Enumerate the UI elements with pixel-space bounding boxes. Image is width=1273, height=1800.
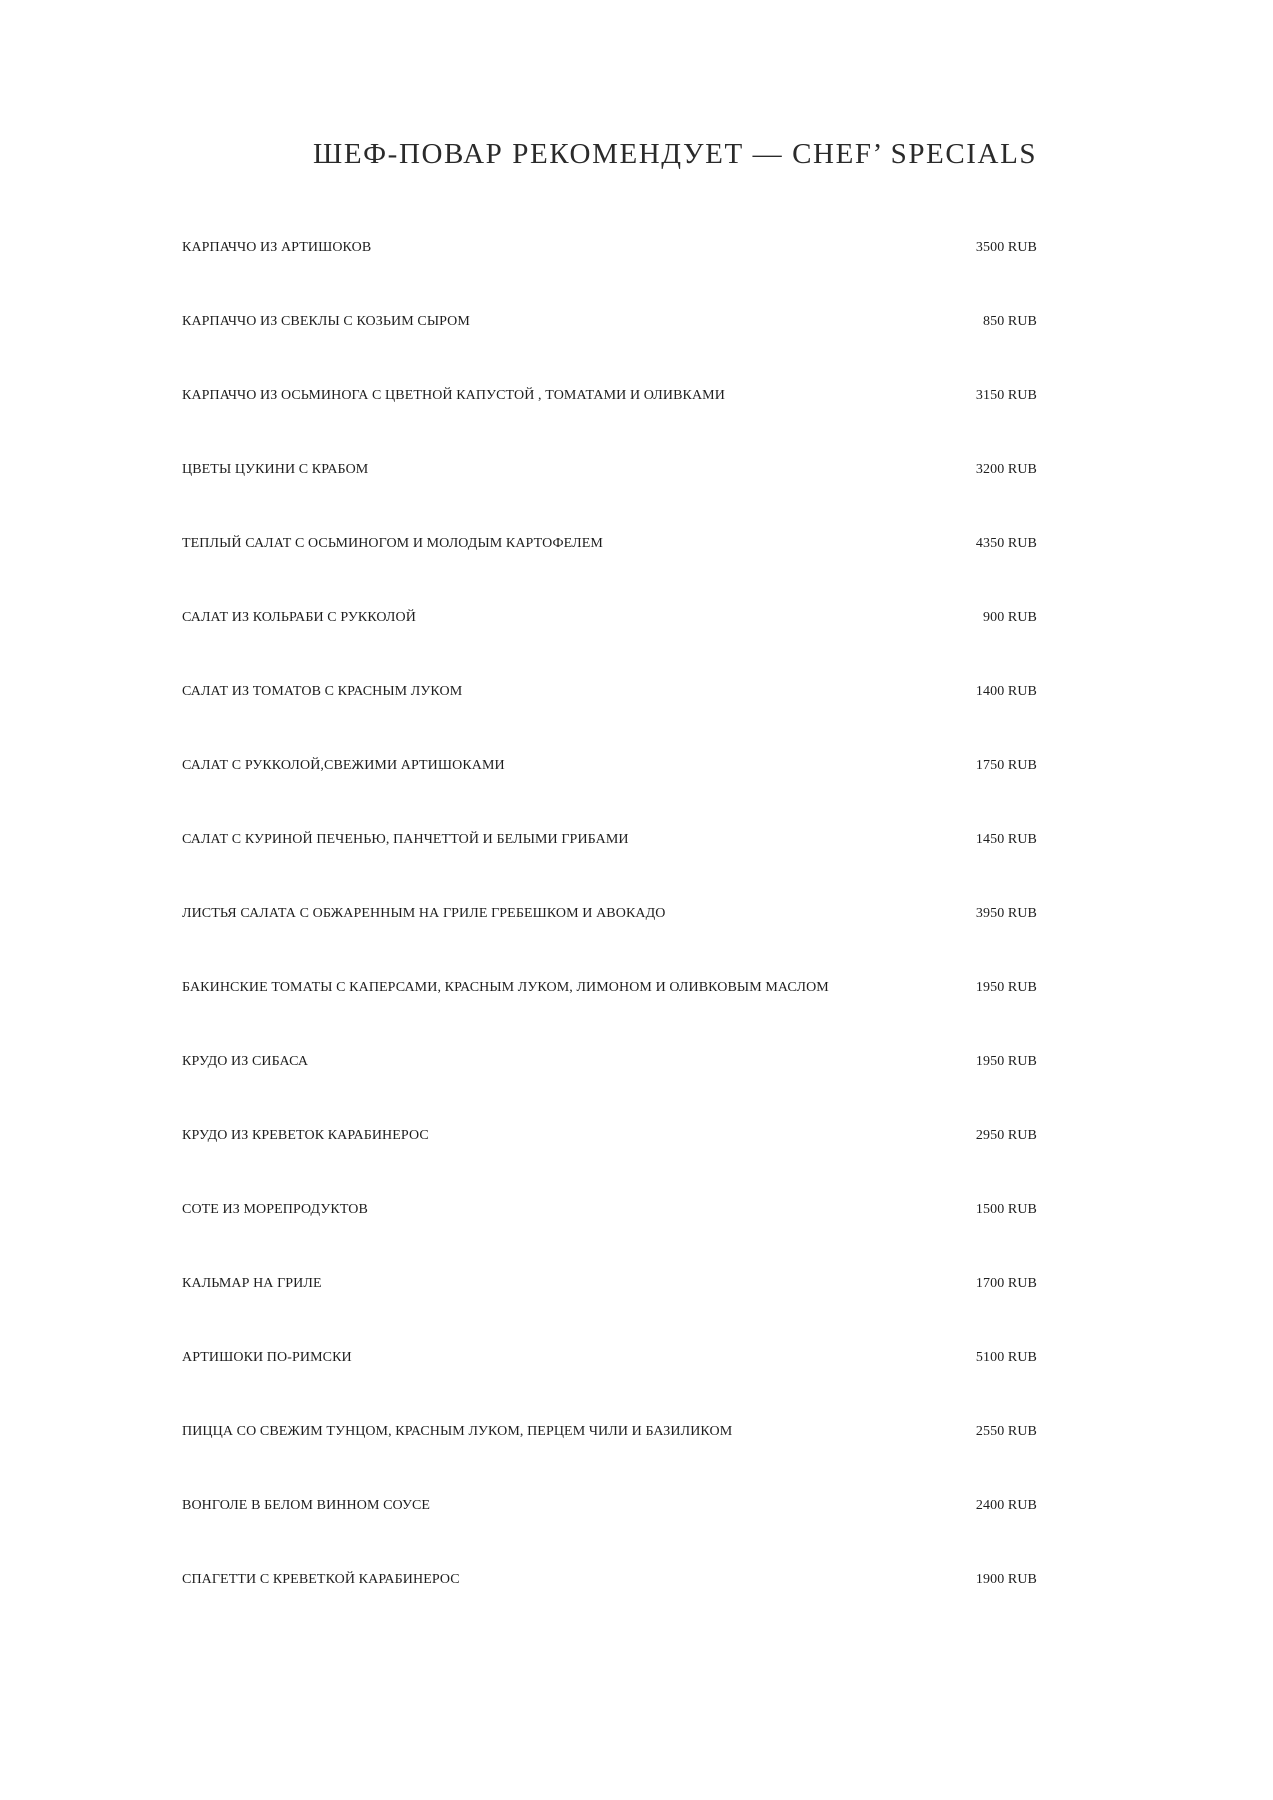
- dish-name: ВОНГОЛЕ В БЕЛОМ ВИННОМ СОУСЕ: [182, 1498, 431, 1513]
- menu-item: [182, 535, 1037, 609]
- dish-name: АРТИШОКИ ПО-РИМСКИ: [182, 1350, 352, 1365]
- dish-name: СПАГЕТТИ С КРЕВЕТКОЙ КАРАБИНЕРОС: [182, 1572, 460, 1587]
- dish-name: КРУДО ИЗ СИБАСА: [182, 1054, 309, 1069]
- menu-item: [182, 831, 1037, 905]
- dish-name: КРУДО ИЗ КРЕВЕТОК КАРАБИНЕРОС: [182, 1128, 429, 1143]
- menu-item: [182, 313, 1037, 387]
- dish-price: 3950 RUB: [975, 906, 1037, 921]
- dish-name: САЛАТ С РУККОЛОЙ,СВЕЖИМИ АРТИШОКАМИ: [182, 758, 505, 773]
- menu-item: [182, 1497, 1037, 1571]
- dish-price: 2950 RUB: [975, 1128, 1037, 1143]
- dish-name: ТЕПЛЫЙ САЛАТ С ОСЬМИНОГОМ И МОЛОДЫМ КАРТОФЕЛЕМ: [182, 536, 603, 551]
- dish-price: 1700 RUB: [975, 1276, 1037, 1291]
- menu-item: [182, 1571, 1037, 1645]
- menu-item: [182, 1349, 1037, 1423]
- dish-price: 3500 RUB: [975, 240, 1037, 255]
- dish-price: 1950 RUB: [975, 980, 1037, 995]
- menu-item: [182, 757, 1037, 831]
- menu-item: [182, 609, 1037, 683]
- menu-item: [182, 979, 1037, 1053]
- dish-price: 1900 RUB: [975, 1572, 1037, 1587]
- dish-name: САЛАТ С КУРИНОЙ ПЕЧЕНЬЮ, ПАНЧЕТТОЙ И БЕЛЫМИ ГРИБАМИ: [182, 832, 629, 847]
- dish-price: 1400 RUB: [975, 684, 1037, 699]
- dish-price: 850 RUB: [983, 314, 1037, 329]
- menu-list: [182, 239, 1037, 1645]
- dish-name: САЛАТ ИЗ КОЛЬРАБИ С РУККОЛОЙ: [182, 610, 416, 625]
- menu-item: [182, 1053, 1037, 1127]
- page-title: ШЕФ-ПОВАР РЕКОМЕНДУЕТ — CHEF’ SPECIALS: [313, 138, 1038, 170]
- dish-price: 1500 RUB: [975, 1202, 1037, 1217]
- menu-item: [182, 1423, 1037, 1497]
- dish-name: КАРПАЧЧО ИЗ СВЕКЛЫ С КОЗЬИМ СЫРОМ: [182, 314, 470, 329]
- menu-item: [182, 387, 1037, 461]
- dish-name: СОТЕ ИЗ МОРЕПРОДУКТОВ: [182, 1202, 368, 1217]
- menu-item: [182, 1275, 1037, 1349]
- dish-price: 1750 RUB: [975, 758, 1037, 773]
- menu-item: [182, 1201, 1037, 1275]
- dish-name: ЛИСТЬЯ САЛАТА С ОБЖАРЕННЫМ НА ГРИЛЕ ГРЕБЕШКОМ И АВОКАДО: [182, 906, 666, 921]
- dish-price: 3150 RUB: [975, 388, 1037, 403]
- dish-name: ЦВЕТЫ ЦУКИНИ С КРАБОМ: [182, 462, 369, 477]
- dish-name: КАРПАЧЧО ИЗ ОСЬМИНОГА С ЦВЕТНОЙ КАПУСТОЙ , ТОМАТАМИ И ОЛИВКАМИ: [182, 388, 725, 403]
- dish-price: 2550 RUB: [975, 1424, 1037, 1439]
- menu-item: [182, 1127, 1037, 1201]
- menu-item: [182, 461, 1037, 535]
- dish-price: 1950 RUB: [975, 1054, 1037, 1069]
- menu-item: [182, 239, 1037, 313]
- dish-price: 900 RUB: [983, 610, 1037, 625]
- dish-price: 4350 RUB: [975, 536, 1037, 551]
- dish-price: 1450 RUB: [975, 832, 1037, 847]
- dish-price: 2400 RUB: [975, 1498, 1037, 1513]
- menu-item: [182, 683, 1037, 757]
- dish-name: ПИЦЦА СО СВЕЖИМ ТУНЦОМ, КРАСНЫМ ЛУКОМ, ПЕРЦЕМ ЧИЛИ И БАЗИЛИКОМ: [182, 1424, 733, 1439]
- dish-name: САЛАТ ИЗ ТОМАТОВ С КРАСНЫМ ЛУКОМ: [182, 684, 463, 699]
- menu-item: [182, 905, 1037, 979]
- dish-price: 3200 RUB: [975, 462, 1037, 477]
- dish-name: БАКИНСКИЕ ТОМАТЫ С КАПЕРСАМИ, КРАСНЫМ ЛУКОМ, ЛИМОНОМ И ОЛИВКОВЫМ МАСЛОМ: [182, 980, 829, 995]
- dish-name: КАЛЬМАР НА ГРИЛЕ: [182, 1276, 322, 1291]
- dish-name: КАРПАЧЧО ИЗ АРТИШОКОВ: [182, 240, 372, 255]
- dish-price: 5100 RUB: [975, 1350, 1037, 1365]
